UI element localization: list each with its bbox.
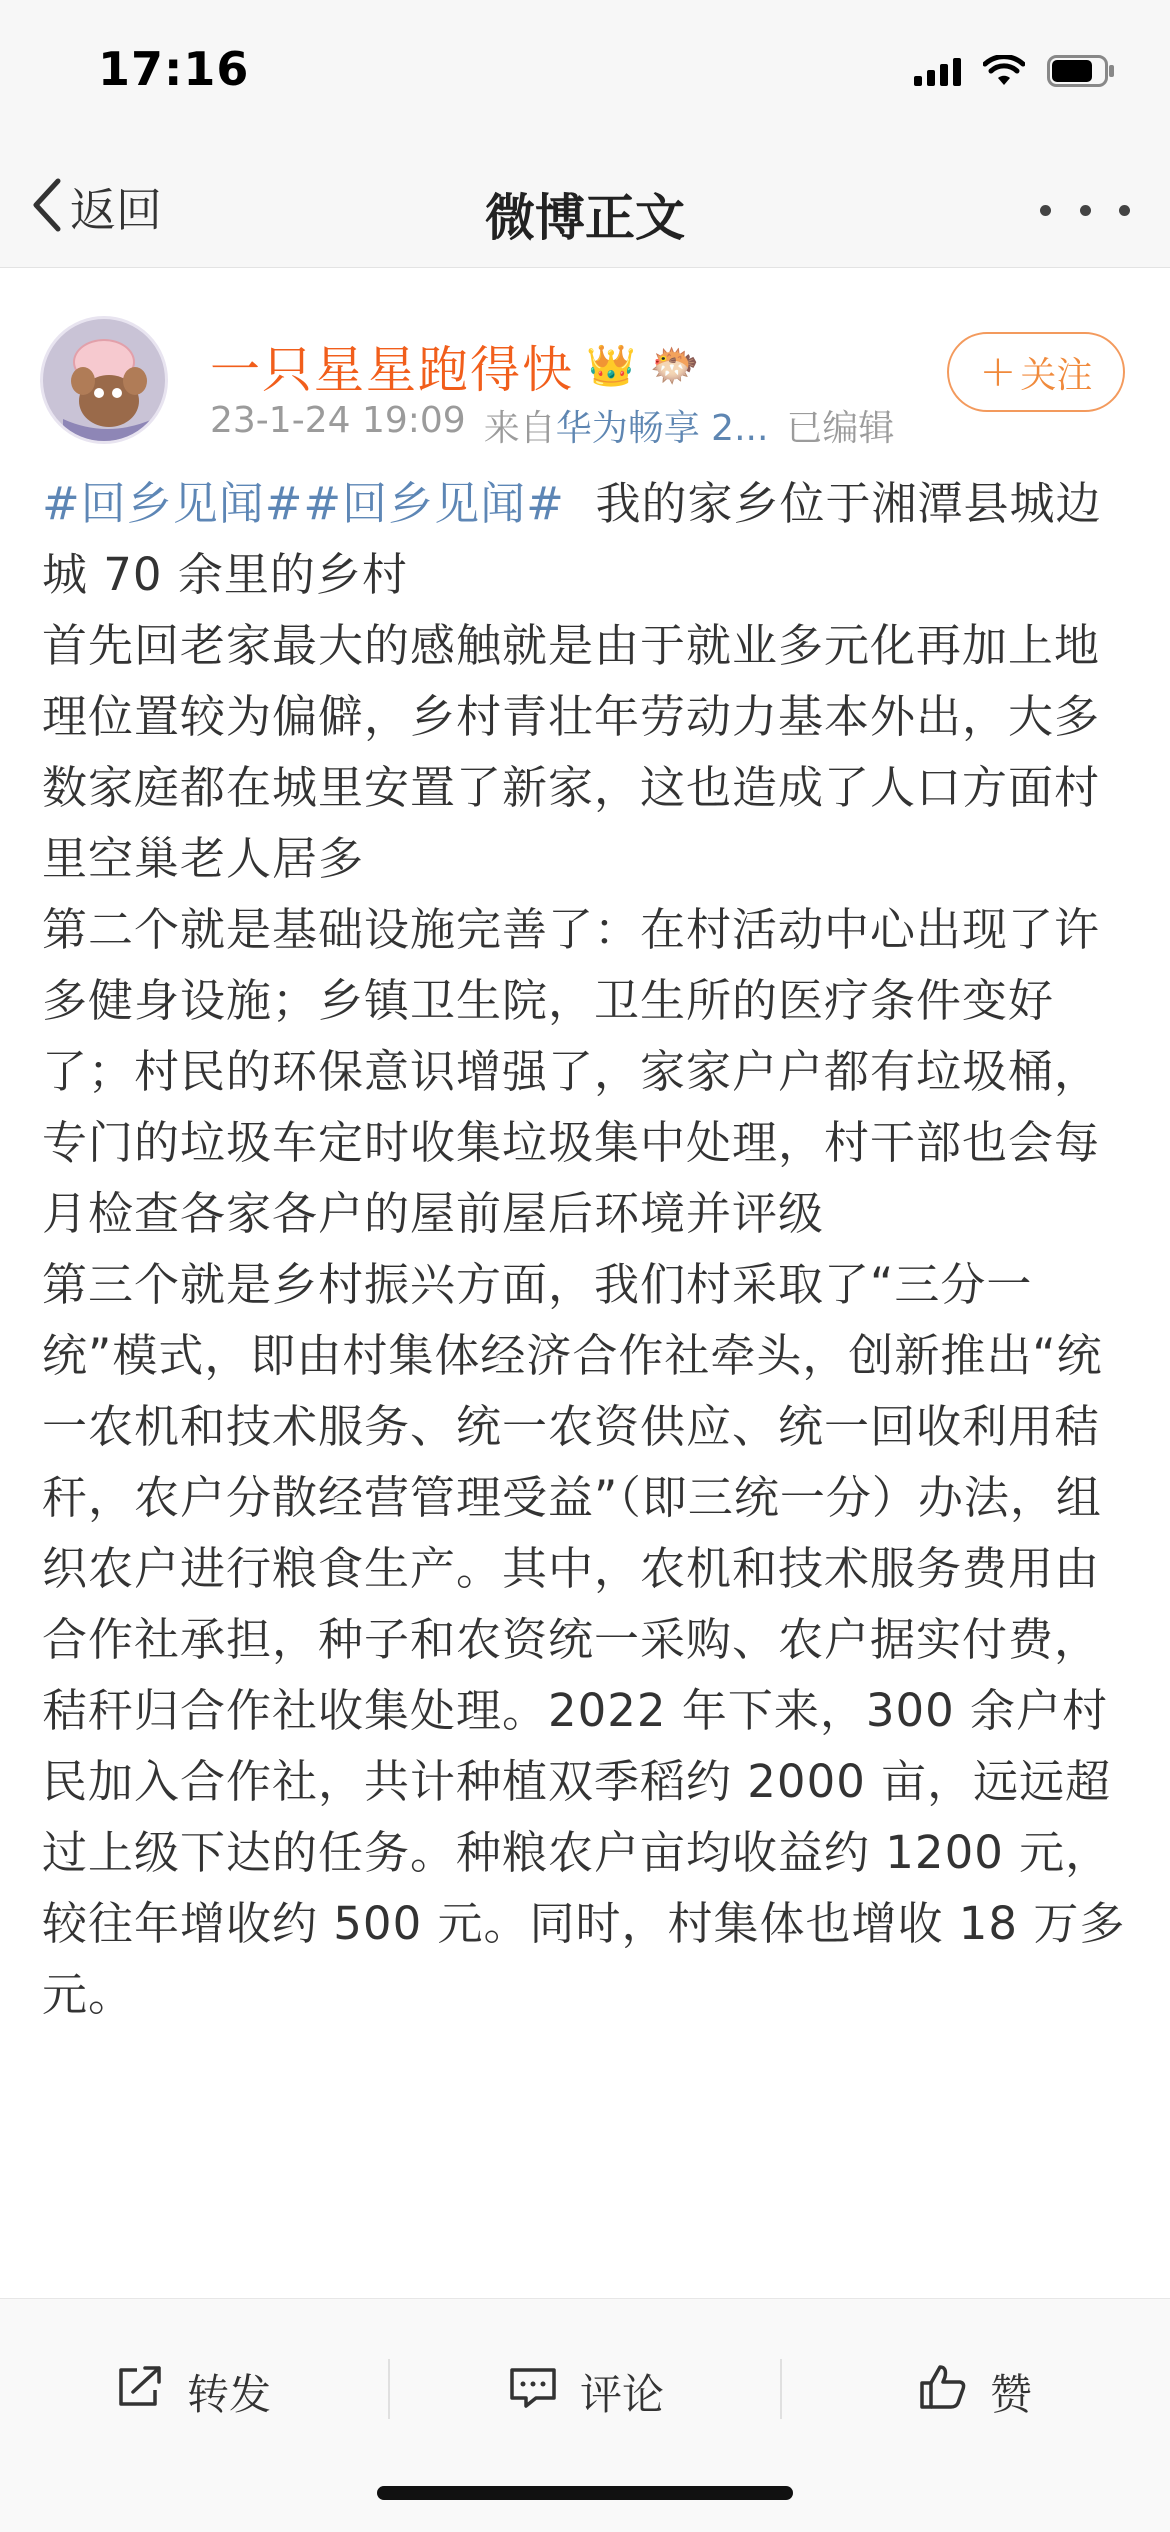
post-intro: [42, 468, 1132, 610]
thumbs-up-icon: [918, 2363, 968, 2421]
comment-label: 评论: [580, 2370, 665, 2419]
avatar[interactable]: [40, 316, 168, 444]
source-prefix: 来自: [483, 408, 556, 449]
comment-icon: [508, 2364, 558, 2420]
fish-badge-icon: 🐡: [649, 343, 702, 389]
post-header: [0, 268, 1170, 468]
post-paragraph: 第二个就是基础设施完善了：在村活动中心出现了许多健身设施；乡镇卫生院，卫生所的医疗条件变好了；村民的环保意识增强了，家家户户都有垃圾桶，专门的垃圾车定时收集垃圾集中处理，村干部也会每月检查各家各户的屋前屋后环境并评级: [42, 903, 1101, 1240]
hashtag-link[interactable]: #回乡见闻#: [42, 477, 304, 530]
post-paragraph: 首先回老家最大的感触就是由于就业多元化再加上地理位置较为偏僻，乡村青壮年劳动力基本外出，大多数家庭都在城里安置了新家，这也造成了人口方面村里空巢老人居多: [42, 619, 1101, 885]
dot-icon: [1080, 205, 1091, 216]
edited-label: 已编辑: [786, 408, 895, 449]
source-device-link[interactable]: 华为畅享 2...: [555, 408, 769, 449]
share-icon: [115, 2364, 165, 2420]
home-indicator[interactable]: [377, 2486, 793, 2500]
post-date: 23-1-24 19:09: [210, 400, 466, 441]
page-title: 微博正文: [485, 189, 685, 247]
post-source: [484, 400, 769, 451]
plus-icon: +: [979, 346, 1017, 397]
cellular-signal-icon: [914, 56, 961, 86]
hashtag-link[interactable]: #回乡见闻#: [303, 477, 565, 530]
back-label: 返回: [70, 183, 162, 237]
wifi-icon: [983, 55, 1025, 87]
follow-button[interactable]: [947, 332, 1125, 412]
nav-bar: [0, 150, 1170, 268]
forward-button[interactable]: [115, 2357, 271, 2427]
comment-button[interactable]: [508, 2357, 664, 2427]
like-label: 赞: [990, 2370, 1033, 2419]
status-icons: [914, 55, 1115, 87]
intro-text: 我的家乡位于湘潭县城边城 70 余里的乡村: [42, 477, 1102, 601]
battery-icon: [1047, 55, 1115, 87]
status-time: 17:16: [98, 42, 250, 96]
dot-icon: [1040, 205, 1051, 216]
more-options-button[interactable]: [1040, 190, 1130, 230]
post-body: [42, 468, 1132, 2030]
status-bar: [0, 0, 1170, 150]
post-paragraph: 第三个就是乡村振兴方面，我们村采取了“三分一统”模式，即由村集体经济合作社牵头，创新推出“统一农机和技术服务、统一农资供应、统一回收利用秸秆，农户分散经营管理受益”（即三统一分）办法，组织农户进行粮食生产。其中，农机和技术服务费用由合作社承担，种子和农资统一采购、农户据实付费，秸秆归合作社收集处理。2022 年下来，300 余户村民加入合作社，共计种植双季稻约 2000 亩，远远超过上级下达的任务。种粮农户亩均收益约 1200 元，较往年增收约 500 元。同时，村集体也增收 18 万多元。: [42, 1258, 1126, 2021]
dot-icon: [1119, 205, 1130, 216]
post-meta: [210, 400, 894, 451]
author-name[interactable]: [210, 330, 702, 402]
divider: [780, 2359, 782, 2419]
follow-label: 关注: [1020, 354, 1093, 396]
divider: [388, 2359, 390, 2419]
forward-label: 转发: [187, 2370, 272, 2419]
crown-badge-icon: 👑: [586, 343, 638, 389]
like-button[interactable]: [918, 2357, 1032, 2427]
post-content: [0, 268, 1170, 2298]
author-name-text: 一只星星跑得快: [210, 341, 574, 399]
